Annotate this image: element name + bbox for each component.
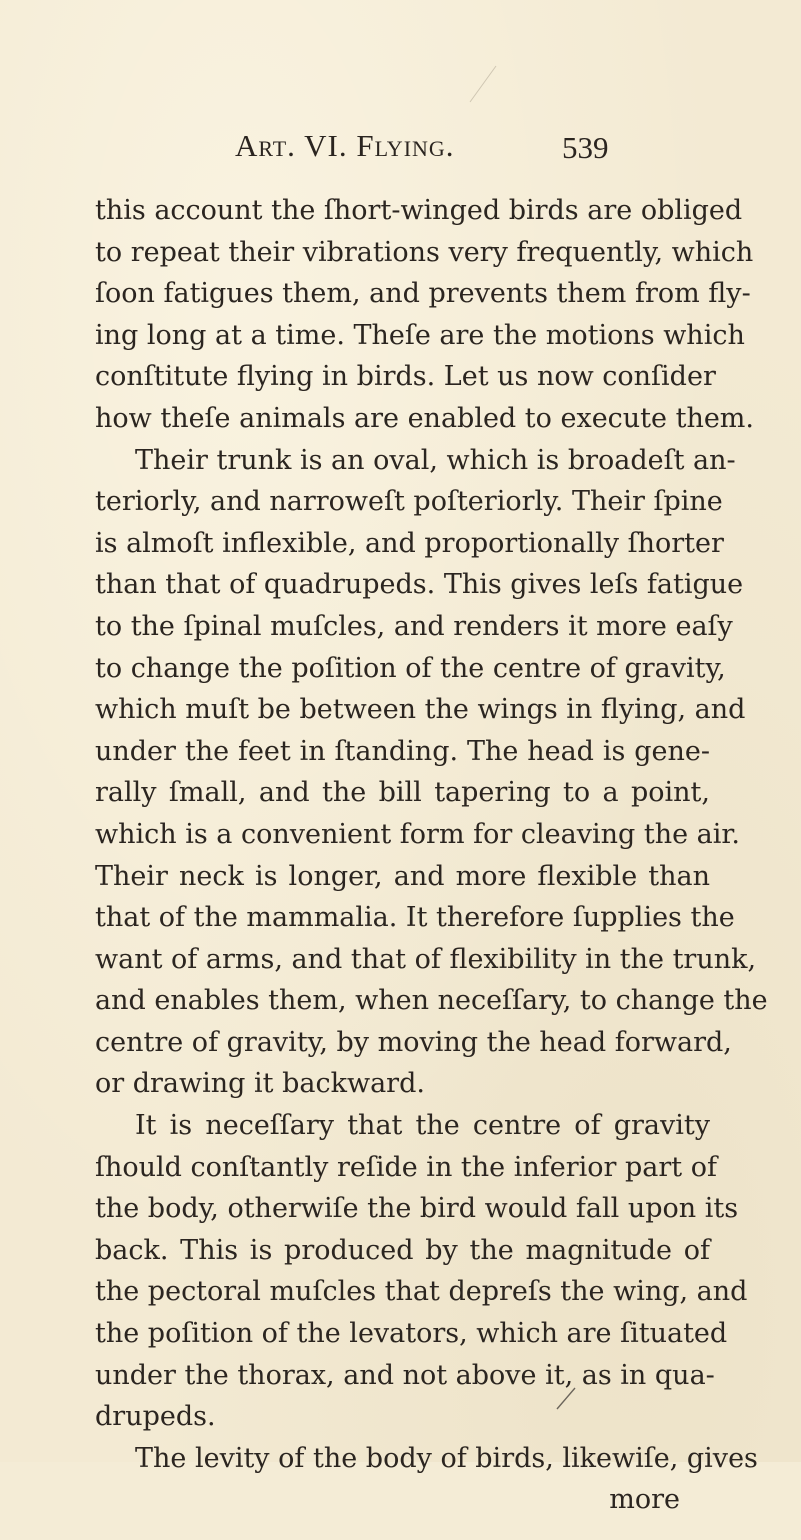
text-line: how theſe animals are enabled to execute them. [95,402,754,434]
text-line: back. This is produced by the magnitude of [95,1234,710,1266]
pencil-mark [555,1385,577,1411]
text-line: centre of gravity, by moving the head forward, [95,1026,732,1058]
text-line: ing long at a time. Theſe are the motions which [95,319,745,351]
text-line: teriorly, and narroweſt poſteriorly. Their ſpine [95,486,723,518]
text-line: under the thorax, and not above it, as in qua- [95,1359,715,1391]
text-line: and enables them, when neceſſary, to change the [95,985,768,1017]
body-text [95,190,768,1521]
text-line: ſoon fatigues them, and prevents them from fly- [95,278,751,310]
text-line: Their trunk is an oval, which is broadeſt an- [135,444,736,476]
text-line: want of arms, and that of flexibility in the trunk, [95,943,757,975]
pencil-mark [468,64,498,104]
text-line: to repeat their vibrations very frequently, which [95,236,754,268]
text-line: that of the mammalia. It therefore ſupplies the [95,902,735,934]
text-line: the poſition of the levators, which are ſituated [95,1318,728,1350]
text-line: the body, otherwiſe the bird would fall upon its [95,1193,739,1225]
catchword: more [609,1484,680,1516]
text-line: to change the poſition of the centre of gravity, [95,652,726,684]
text-line: rally ſmall, and the bill tapering to a point, [95,777,710,809]
text-line: is almoſt inflexible, and proportionally ſhorter [95,527,724,559]
page-header [0,128,801,168]
text-line: drupeds. [95,1401,216,1433]
text-line: Their neck is longer, and more flexible than [95,860,710,892]
text-line: than that of quadrupeds. This gives leſs fatigue [95,569,744,601]
text-line: or drawing it backward. [95,1068,425,1100]
text-line: conſtitute flying in birds. Let us now conſider [95,361,716,393]
text-line: this account the ſhort-winged birds are obliged [95,195,743,226]
text-line: The levity of the body of birds, likewiſe, gives [135,1442,758,1474]
pencil-mark [560,1520,580,1540]
text-line: which is a convenient form for cleaving the air. [95,818,740,850]
text-line: under the feet in ſtanding. The head is gene- [95,735,710,767]
text-line: the pectoral muſcles that depreſs the wing, and [95,1276,748,1308]
page-number: 539 [562,130,609,165]
text-line: It is neceſſary that the centre of gravity [135,1110,710,1142]
text-line: which muſt be between the wings in flying, and [95,694,746,726]
text-line: to the ſpinal muſcles, and renders it more eaſy [95,610,733,642]
running-head: Art. VI. Flying. [235,128,455,163]
text-line: ſhould conſtantly reſide in the inferior part of [95,1151,717,1183]
